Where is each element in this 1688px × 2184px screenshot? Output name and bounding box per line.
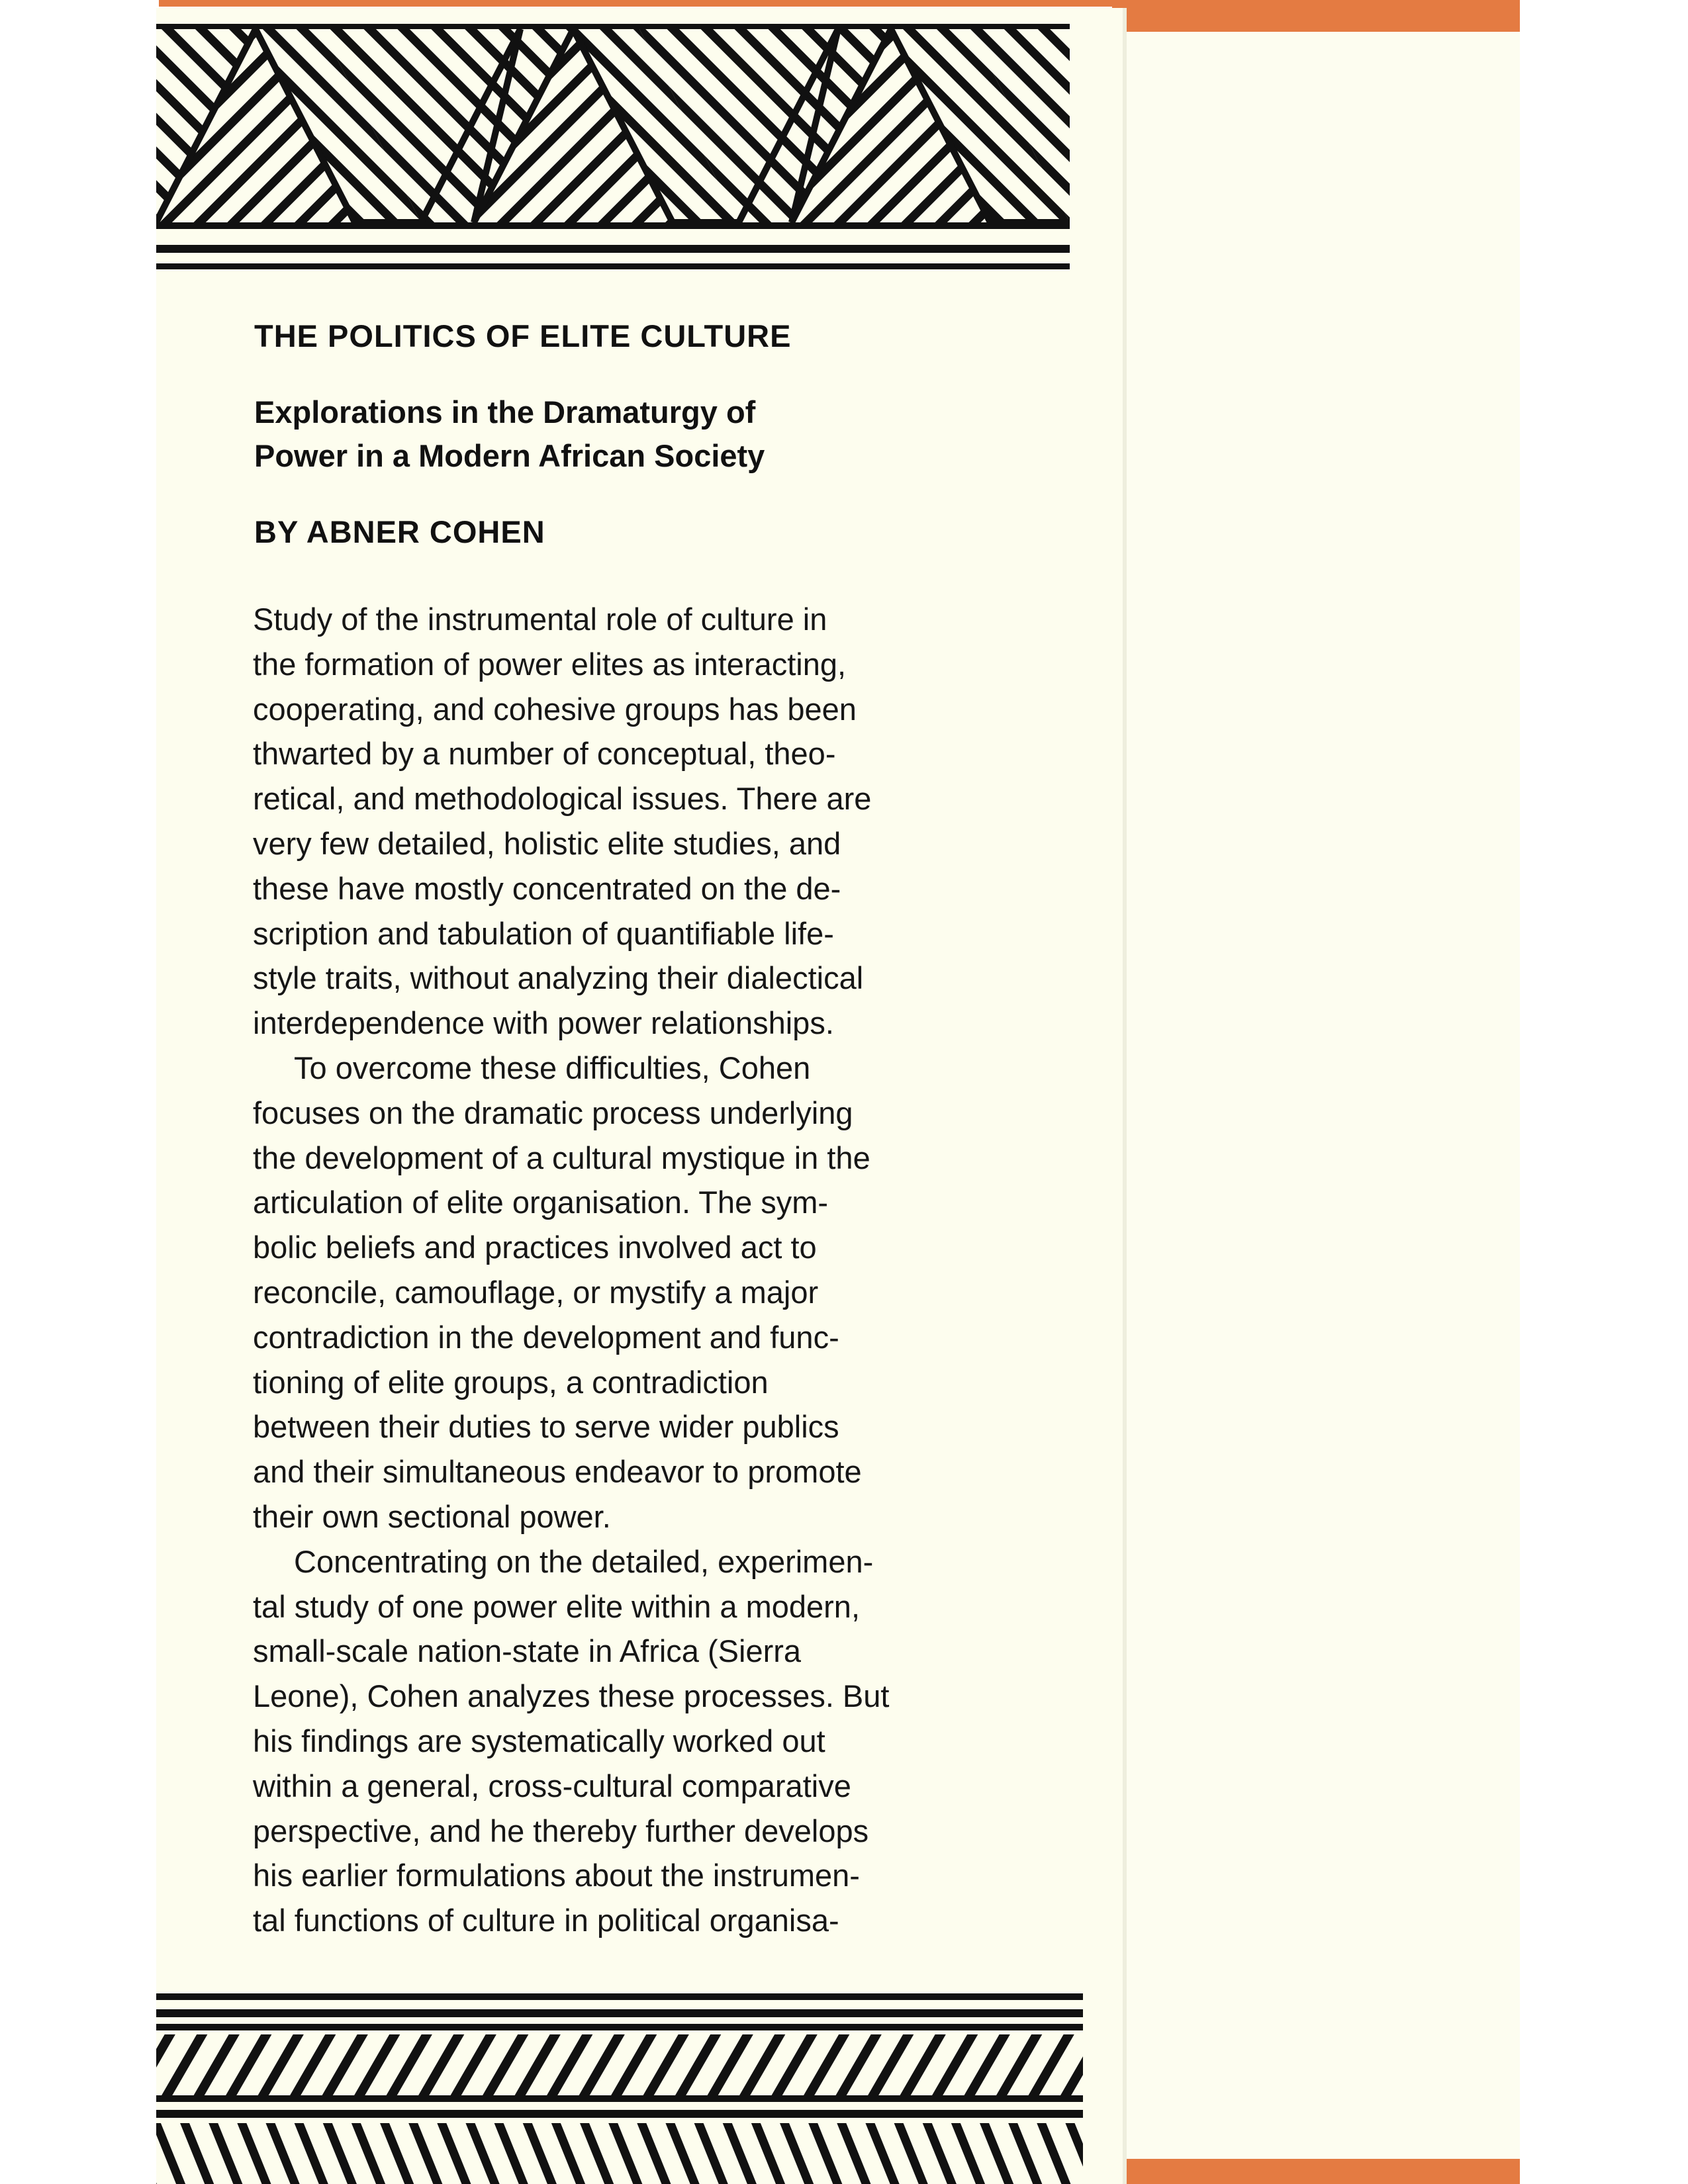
top-zigzag-pattern xyxy=(156,24,1070,282)
cloth-edge-top-left xyxy=(159,0,1123,7)
cloth-edge-top xyxy=(1112,0,1520,32)
description-line: contradiction in the development and func- xyxy=(253,1319,839,1355)
description-line: the development of a cultural mystique in the xyxy=(253,1140,870,1175)
description-line: style traits, without analyzing their dialectical xyxy=(253,960,864,996)
description-line: small-scale nation-state in Africa (Sierra xyxy=(253,1633,802,1669)
bottom-pattern-band xyxy=(156,1993,1083,2184)
description-line: his findings are systematically worked out xyxy=(253,1723,825,1758)
cloth-edge-bottom xyxy=(1123,2159,1520,2184)
subtitle-line: Explorations in the Dramaturgy of xyxy=(254,394,756,430)
book-author: BY ABNER COHEN xyxy=(254,514,545,549)
top-pattern-band xyxy=(156,24,1070,282)
jacket-flap xyxy=(156,8,1123,2184)
description-line: his earlier formulations about the instrumen- xyxy=(253,1858,860,1893)
description-line: scription and tabulation of quantifiable life- xyxy=(253,915,834,951)
description-line: very few detailed, holistic elite studies, and xyxy=(253,825,841,861)
description-line: Concentrating on the detailed, experimen- xyxy=(294,1543,874,1579)
description-line: between their duties to serve wider publics xyxy=(253,1409,839,1445)
description-line: tal functions of culture in political organisa- xyxy=(253,1903,839,1938)
description-line: retical, and methodological issues. There are xyxy=(253,781,872,817)
description-line: tioning of elite groups, a contradiction xyxy=(253,1364,769,1400)
description-line: articulation of elite organisation. The sym- xyxy=(253,1185,829,1220)
description-line: cooperating, and cohesive groups has been xyxy=(253,691,857,727)
cover-board xyxy=(1123,0,1520,2184)
subtitle-line: Power in a Modern African Society xyxy=(254,438,765,473)
description-line: within a general, cross-cultural comparative xyxy=(253,1768,851,1803)
description-line: Leone), Cohen analyzes these processes. But xyxy=(253,1678,890,1714)
flap-description xyxy=(253,597,889,1943)
bottom-stripe-pattern xyxy=(156,1993,1083,2184)
description-line: the formation of power elites as interacting, xyxy=(253,646,847,682)
book-title: THE POLITICS OF ELITE CULTURE xyxy=(254,318,792,353)
description-line: tal study of one power elite within a modern, xyxy=(253,1588,861,1624)
description-line: reconcile, camouflage, or mystify a major xyxy=(253,1274,819,1310)
description-line: perspective, and he thereby further develops xyxy=(253,1813,869,1848)
description-line: their own sectional power. xyxy=(253,1498,611,1534)
book-subtitle xyxy=(254,390,765,478)
description-line: focuses on the dramatic process underlying xyxy=(253,1095,853,1130)
description-line: bolic beliefs and practices involved act to xyxy=(253,1230,817,1265)
description-line: these have mostly concentrated on the de- xyxy=(253,870,841,906)
description-line: Study of the instrumental role of culture in xyxy=(253,602,827,637)
description-line: thwarted by a number of conceptual, theo- xyxy=(253,736,836,772)
description-line: interdependence with power relationships. xyxy=(253,1005,834,1041)
description-line: and their simultaneous endeavor to promote xyxy=(253,1454,862,1490)
description-line: To overcome these difficulties, Cohen xyxy=(294,1050,811,1085)
